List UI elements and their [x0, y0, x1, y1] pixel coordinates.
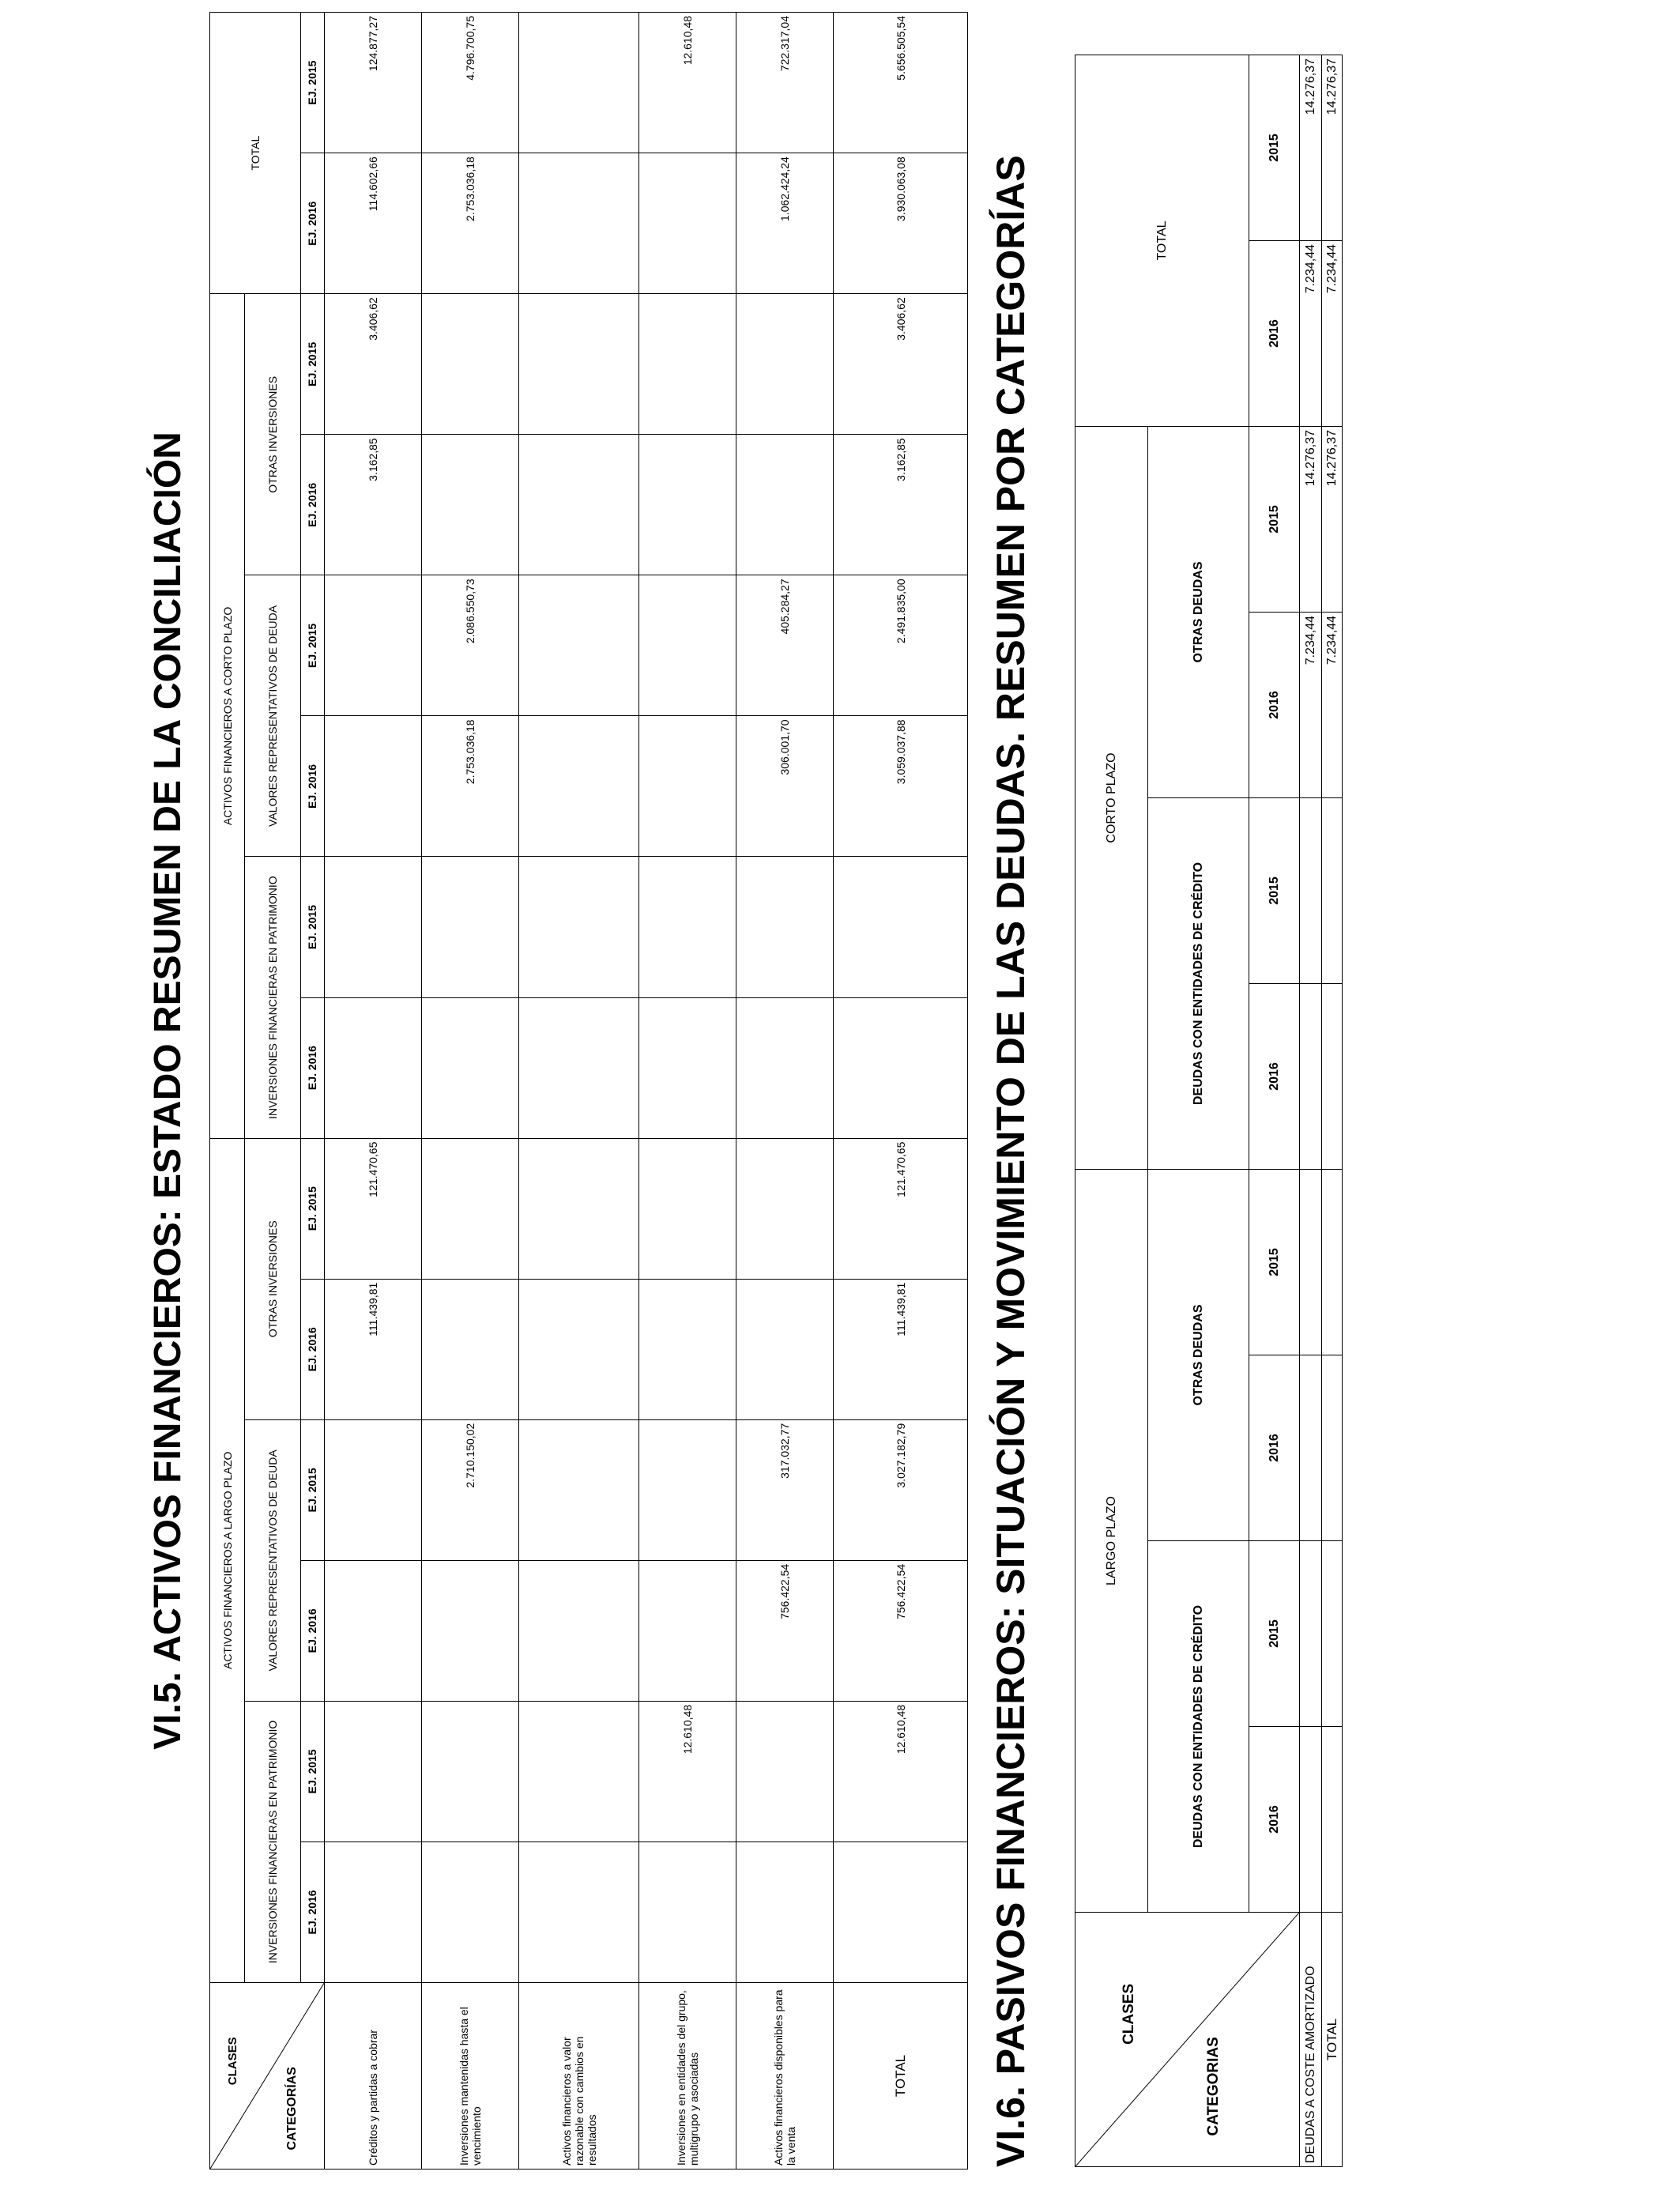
total-value-cell: 3.027.182,79 — [834, 1419, 968, 1560]
value-cell — [639, 997, 736, 1138]
year-header-2016: 2016 — [1249, 613, 1300, 798]
value-cell — [325, 997, 422, 1138]
row-category-label: Inversiones mantenidas hasta el vencimiento — [422, 1983, 519, 2169]
value-cell — [519, 1842, 639, 1982]
year-header-2015: EJ. 2015 — [300, 1138, 324, 1279]
year-header-2015: EJ. 2015 — [300, 857, 324, 997]
value-cell — [1300, 984, 1322, 1170]
value-cell: 121.470,65 — [325, 1138, 422, 1279]
value-cell — [519, 294, 639, 435]
value-cell — [519, 435, 639, 575]
value-cell — [422, 1138, 519, 1279]
total-value-cell — [1322, 1170, 1343, 1355]
total-value-cell — [1322, 1727, 1343, 1913]
value-cell — [519, 153, 639, 294]
value-cell — [736, 1701, 834, 1842]
value-cell — [325, 1701, 422, 1842]
value-cell — [519, 575, 639, 716]
table-row — [325, 13, 422, 2169]
value-cell: 756.422,54 — [736, 1560, 834, 1701]
value-cell — [519, 1138, 639, 1279]
year-header-2016: 2016 — [1249, 1355, 1300, 1541]
total-value-cell: 3.059.037,88 — [834, 716, 968, 857]
year-header-2015: EJ. 2015 — [300, 13, 324, 153]
value-cell: 2.753.036,18 — [422, 153, 519, 294]
total-value-cell — [1322, 1541, 1343, 1727]
year-header-2016: 2016 — [1249, 241, 1300, 427]
year-header-2015: 2015 — [1249, 55, 1300, 241]
value-cell — [639, 153, 736, 294]
year-header-2016: EJ. 2016 — [300, 716, 324, 857]
year-header-2016: EJ. 2016 — [300, 997, 324, 1138]
value-cell: 111.439,81 — [325, 1279, 422, 1419]
row-category-label: DEUDAS A COSTE AMORTIZADO — [1300, 1913, 1322, 2167]
value-cell: 2.086.550,73 — [422, 575, 519, 716]
total-value-cell — [834, 857, 968, 997]
total-value-cell — [1322, 798, 1343, 984]
value-cell: 12.610,48 — [639, 13, 736, 153]
value-cell — [736, 1279, 834, 1419]
value-cell — [519, 857, 639, 997]
value-cell: 1.062.424,24 — [736, 153, 834, 294]
table-row — [519, 13, 639, 2169]
value-cell: 4.796.700,75 — [422, 13, 519, 153]
year-header-2015: 2015 — [1249, 427, 1300, 613]
section-title-activos: VI.5. ACTIVOS FINANCIEROS: ESTADO RESUMEN DE LA CONCILIACIÓN — [147, 432, 189, 1750]
value-cell — [422, 294, 519, 435]
header-inv-patrimonio-lp: INVERSIONES FINANCIERAS EN PATRIMONIO — [245, 1701, 300, 1982]
value-cell — [1300, 798, 1322, 984]
corner-header — [210, 1983, 325, 2169]
total-value-cell: 12.610,48 — [834, 1701, 968, 1842]
total-value-cell: 121.470,65 — [834, 1138, 968, 1279]
header-deudas-entidades-cp: DEUDAS CON ENTIDADES DE CRÉDITO — [1148, 798, 1249, 1170]
value-cell — [325, 1560, 422, 1701]
year-header-2016: EJ. 2016 — [300, 1279, 324, 1419]
row-category-label: Créditos y partidas a cobrar — [325, 1983, 422, 2169]
value-cell — [736, 294, 834, 435]
total-value-cell: 14.276,37 — [1322, 427, 1343, 613]
diagonal-line — [1075, 1913, 1299, 2166]
table-row — [639, 13, 736, 2169]
header-total: TOTAL — [210, 13, 301, 294]
value-cell: 7.234,44 — [1300, 613, 1322, 798]
value-cell — [325, 857, 422, 997]
total-row — [1322, 55, 1343, 2167]
value-cell — [422, 1279, 519, 1419]
total-value-cell: 756.422,54 — [834, 1560, 968, 1701]
value-cell: 7.234,44 — [1300, 241, 1322, 427]
value-cell: 722.317,04 — [736, 13, 834, 153]
value-cell — [325, 716, 422, 857]
value-cell — [736, 1138, 834, 1279]
total-label: TOTAL — [1322, 1913, 1343, 2167]
categorias-label: CATEGORIAS — [1205, 2037, 1222, 2136]
total-row — [834, 13, 968, 2169]
value-cell: 3.162,85 — [325, 435, 422, 575]
year-header-2015: EJ. 2015 — [300, 294, 324, 435]
header-otras-inversiones-cp: OTRAS INVERSIONES — [245, 294, 300, 575]
header-valores-deuda-lp: VALORES REPRESENTATIVOS DE DEUDA — [245, 1419, 300, 1701]
header-otras-deudas-lp: OTRAS DEUDAS — [1148, 1170, 1249, 1541]
value-cell — [325, 575, 422, 716]
value-cell — [639, 857, 736, 997]
value-cell: 317.032,77 — [736, 1419, 834, 1560]
value-cell — [519, 13, 639, 153]
header-largo-plazo: LARGO PLAZO — [1075, 1170, 1148, 1913]
total-value-cell: 3.162,85 — [834, 435, 968, 575]
header-corto-plazo: ACTIVOS FINANCIEROS A CORTO PLAZO — [210, 294, 245, 1138]
year-header-2015: EJ. 2015 — [300, 1701, 324, 1842]
value-cell — [519, 1279, 639, 1419]
value-cell — [639, 1138, 736, 1279]
value-cell — [639, 294, 736, 435]
value-cell — [639, 1419, 736, 1560]
value-cell — [519, 1701, 639, 1842]
year-header-2015: EJ. 2015 — [300, 575, 324, 716]
value-cell — [519, 716, 639, 857]
header-otras-deudas-cp: OTRAS DEUDAS — [1148, 427, 1249, 798]
value-cell — [519, 997, 639, 1138]
year-header-2016: EJ. 2016 — [300, 153, 324, 294]
value-cell — [639, 575, 736, 716]
value-cell: 405.284,27 — [736, 575, 834, 716]
year-header-2015: EJ. 2015 — [300, 1419, 324, 1560]
total-value-cell: 5.656.505,54 — [834, 13, 968, 153]
value-cell — [639, 435, 736, 575]
year-header-2016: EJ. 2016 — [300, 435, 324, 575]
value-cell — [639, 1279, 736, 1419]
value-cell: 114.602,66 — [325, 153, 422, 294]
value-cell — [639, 716, 736, 857]
clases-label: CLASES — [1120, 1983, 1137, 2045]
value-cell — [519, 1560, 639, 1701]
value-cell — [1300, 1727, 1322, 1913]
header-otras-inversiones-lp: OTRAS INVERSIONES — [245, 1138, 300, 1419]
year-header-2015: 2015 — [1249, 1170, 1300, 1355]
table-row — [736, 13, 834, 2169]
clases-label: CLASES — [226, 2037, 240, 2086]
value-cell — [639, 1842, 736, 1982]
value-cell: 12.610,48 — [639, 1701, 736, 1842]
total-value-cell — [834, 1842, 968, 1982]
total-value-cell: 14.276,37 — [1322, 55, 1343, 241]
year-header-2016: EJ. 2016 — [300, 1842, 324, 1982]
header-corto-plazo: CORTO PLAZO — [1075, 427, 1148, 1170]
value-cell — [519, 1419, 639, 1560]
table-row — [422, 13, 519, 2169]
total-value-cell — [1322, 984, 1343, 1170]
year-header-2016: 2016 — [1249, 1727, 1300, 1913]
value-cell — [1300, 1170, 1322, 1355]
total-value-cell: 2.491.835,00 — [834, 575, 968, 716]
year-header-2016: 2016 — [1249, 984, 1300, 1170]
value-cell — [422, 1560, 519, 1701]
value-cell — [736, 997, 834, 1138]
total-value-cell: 3.930.063,08 — [834, 153, 968, 294]
year-header-2016: EJ. 2016 — [300, 1560, 324, 1701]
value-cell: 14.276,37 — [1300, 427, 1322, 613]
header-valores-deuda-cp: VALORES REPRESENTATIVOS DE DEUDA — [245, 575, 300, 857]
total-value-cell: 7.234,44 — [1322, 241, 1343, 427]
table-row — [1300, 55, 1322, 2167]
section-title-pasivos: VI.6. PASIVOS FINANCIEROS: SITUACIÓN Y MOVIMIENTO DE LAS DEUDAS. RESUMEN POR CATEGORÍAS — [989, 155, 1033, 2167]
value-cell: 14.276,37 — [1300, 55, 1322, 241]
value-cell — [736, 435, 834, 575]
value-cell — [422, 857, 519, 997]
value-cell — [325, 1419, 422, 1560]
categorias-label: CATEGORÍAS — [285, 2067, 299, 2151]
pasivos-financieros-table — [1075, 55, 1343, 2167]
total-value-cell: 3.406,62 — [834, 294, 968, 435]
total-value-cell: 7.234,44 — [1322, 613, 1343, 798]
header-total: TOTAL — [1075, 55, 1249, 427]
value-cell — [1300, 1541, 1322, 1727]
value-cell: 124.877,27 — [325, 13, 422, 153]
corner-header — [1075, 1913, 1300, 2167]
header-inv-patrimonio-cp: INVERSIONES FINANCIERAS EN PATRIMONIO — [245, 857, 300, 1138]
value-cell: 2.753.036,18 — [422, 716, 519, 857]
total-value-cell: 111.439,81 — [834, 1279, 968, 1419]
value-cell: 3.406,62 — [325, 294, 422, 435]
row-category-label: Activos financieros a valor razonable con cambios en resultados — [519, 1983, 639, 2169]
total-label: TOTAL — [834, 1983, 968, 2169]
header-deudas-entidades-lp: DEUDAS CON ENTIDADES DE CRÉDITO — [1148, 1541, 1249, 1913]
total-value-cell — [1322, 1355, 1343, 1541]
value-cell — [736, 1842, 834, 1982]
total-value-cell — [834, 997, 968, 1138]
value-cell — [325, 1842, 422, 1982]
value-cell — [639, 1560, 736, 1701]
value-cell — [1300, 1355, 1322, 1541]
value-cell — [736, 857, 834, 997]
row-category-label: Inversiones en entidades del grupo, multigrupo y asociadas — [639, 1983, 736, 2169]
header-largo-plazo: ACTIVOS FINANCIEROS A LARGO PLAZO — [210, 1138, 245, 1982]
value-cell — [422, 435, 519, 575]
value-cell: 2.710.150,02 — [422, 1419, 519, 1560]
row-category-label: Activos financieros disponibles para la venta — [736, 1983, 834, 2169]
value-cell — [422, 997, 519, 1138]
year-header-2015: 2015 — [1249, 1541, 1300, 1727]
year-header-2015: 2015 — [1249, 798, 1300, 984]
value-cell: 306.001,70 — [736, 716, 834, 857]
activos-financieros-table — [209, 12, 968, 2169]
value-cell — [422, 1842, 519, 1982]
value-cell — [422, 1701, 519, 1842]
